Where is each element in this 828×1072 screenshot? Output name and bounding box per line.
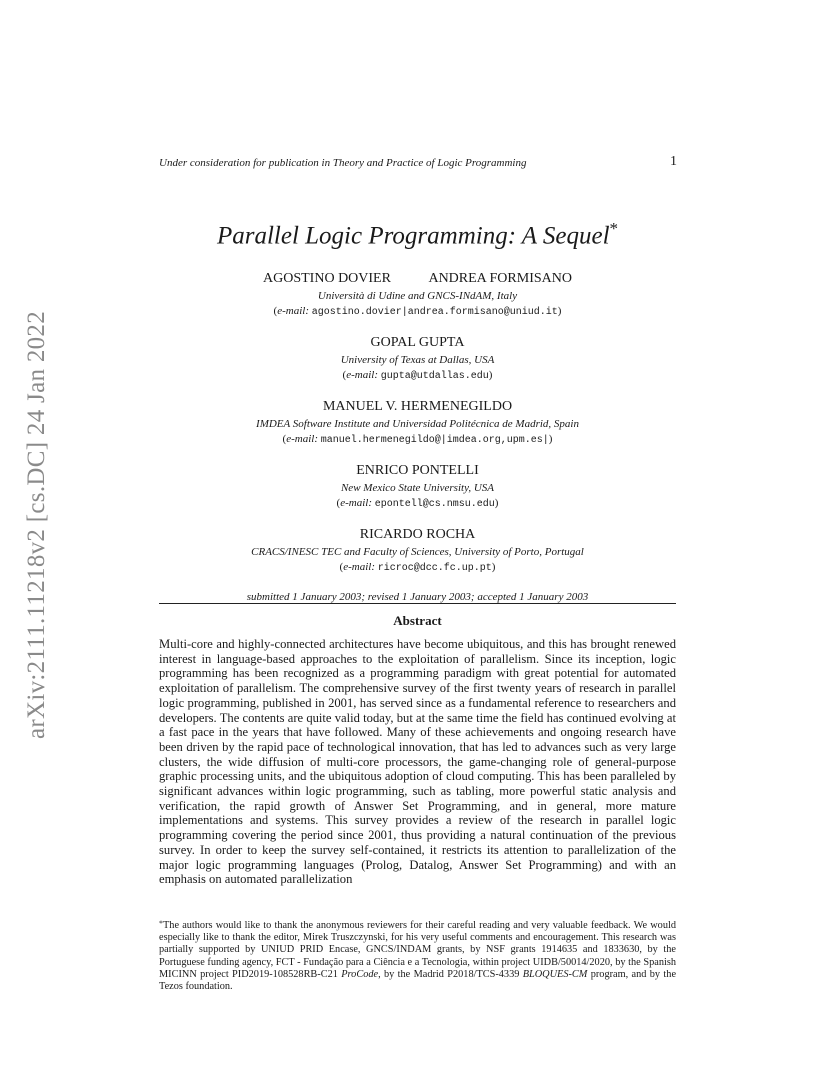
author-email-line: (e-mail: epontell@cs.nmsu.edu) [336,497,499,510]
author-email-line: (e-mail: ricroc@dcc.fc.up.pt) [339,561,496,574]
abstract-text: Multi-core and highly-connected architectures have become ubiquitous, and this has brought renewed interest in language-based approaches to the exploitation of parallelism. Since its inception, logic programming has been recognized as a programming paradigm with great potential for automated exploitation of parallelism. The comprehensive survey of the first twenty years of research in parallel logic programming, published in 2001, has served since as a fundamental reference to researchers and developers. The contents are quite valid today, but at the same time the field has continued evolving at a fast pace in the years that have followed. Many of these achievements and ongoing research have been driven by the rapid pace of technological innovation, that has led to advances such as very large clusters, the wide diffusion of multi-core processors, the game-changing role of general-purpose graphic processing units, and the ubiquitous adoption of cloud computing. This has been paralleled by significant advances within logic programming, such as tabling, more powerful static analysis and verification, the rapid growth of Answer Set Programming, and in general, more mature implementations and systems. This survey provides a review of the research in parallel logic programming covering the period since 2001, thus providing a natural continuation of the previous survey. In order to keep the survey self-contained, it restricts its attention to parallelization of the major logic programming languages (Prolog, Datalog, Answer Set Programming) and with an emphasis on automated parallelization [159,637,676,887]
author-email: ricroc@dcc.fc.up.pt [377,563,492,574]
author-name: GOPAL GUPTA [370,335,465,350]
author-affiliation: IMDEA Software Institute and Universidad Politécnica de Madrid, Spain [256,418,579,430]
running-head: Under consideration for publication in Theory and Practice of Logic Programming [159,157,527,169]
footnote-text: program, and by the Tezos foundation. [159,968,677,993]
author-name: AGOSTINO DOVIER [263,271,391,286]
author-email-line: (e-mail: manuel.hermenegildo@|imdea.org,upm.es|) [282,433,553,446]
author-email: agostino.dovier|andrea.formisano@uniud.it [311,307,558,318]
footnote-text: , by the Madrid P2018/TCS-4339 [378,968,523,980]
email-label: e-mail: [343,561,375,573]
abstract-divider [159,603,676,604]
author-email: epontell@cs.nmsu.edu [374,499,495,510]
paper-title [159,219,676,250]
author-email: gupta@utdallas.edu [380,371,489,382]
author-group [159,398,676,448]
page-number: 1 [670,154,677,169]
email-label: e-mail: [277,305,309,317]
author-affiliation: Università di Udine and GNCS-INdAM, Italy [317,290,518,302]
footnote-mark: * [159,919,163,928]
author-name: ENRICO PONTELLI [356,463,479,478]
paper-title-text: Parallel Logic Programming: A Sequel [216,222,610,250]
submission-dates: submitted 1 January 2003; revised 1 January 2003; accepted 1 January 2003 [246,591,589,603]
email-label: e-mail: [340,497,372,509]
author-affiliation: CRACS/INESC TEC and Faculty of Sciences, University of Porto, Portugal [251,546,584,558]
author-block [159,270,676,616]
title-footnote-mark: * [609,219,619,238]
author-names [159,270,676,288]
acknowledgement-footnote [159,918,676,993]
author-name: MANUEL V. HERMENEGILDO [322,399,513,414]
author-group [159,270,676,320]
author-group [159,334,676,384]
author-affiliation: New Mexico State University, USA [340,482,495,494]
author-email-line: (e-mail: agostino.dovier|andrea.formisano@uniud.it) [273,305,562,318]
author-group [159,526,676,576]
author-name: RICARDO ROCHA [359,527,476,542]
footnote-project-procode: ProCode [341,968,379,980]
arxiv-identifier-stamp: arXiv:2111.11218v2 [cs.DC] 24 Jan 2022 [23,311,50,740]
author-email: manuel.hermenegildo@|imdea.org,upm.es| [320,435,549,446]
author-name: ANDREA FORMISANO [428,271,572,286]
abstract-heading: Abstract [393,613,442,628]
author-email-line: (e-mail: gupta@utdallas.edu) [342,369,493,382]
email-label: e-mail: [346,369,378,381]
footnote-text: The authors would like to thank the anonymous reviewers for their careful reading and very valuable feedback. We would especially like to thank the editor, Mirek Truszczynski, for his very useful comments and encouragement. This research was partially supported by UNIUD PRID Encase, GNCS/INDAM grants, by NSF grants 1914635 and 1833630, by the Portuguese funding agency, FCT - Fundação para a Ciência e a Tecnologia, within project UIDB/50014/2020, by the Spanish MICINN project PID2019-108528RB-C21 [159,920,676,980]
author-group [159,462,676,512]
author-affiliation: University of Texas at Dallas, USA [340,354,495,366]
email-label: e-mail: [286,433,318,445]
footnote-project-bloques: BLOQUES-CM [522,968,588,980]
